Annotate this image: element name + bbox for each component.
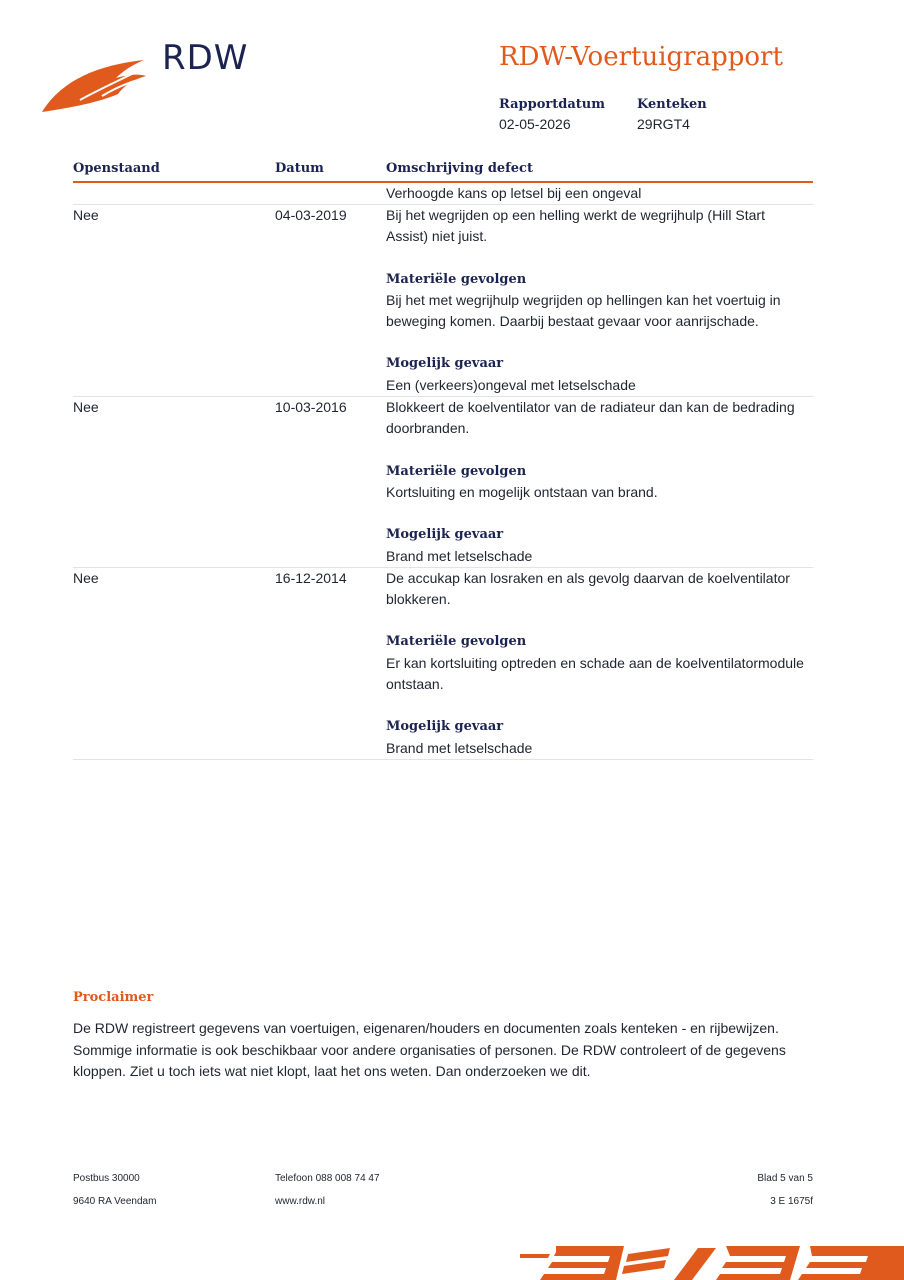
table-row <box>73 205 813 397</box>
danger-text: Brand met letselschade <box>386 739 533 756</box>
footer-postbus: Postbus 30000 <box>73 1173 140 1184</box>
plate-label: Kenteken <box>637 97 707 112</box>
defects-table <box>73 160 813 760</box>
material-text: Er kan kortsluiting optreden en schade aan de koelventilatormodule ontstaan. <box>386 654 804 693</box>
description-cell <box>386 205 806 396</box>
report-date-label: Rapportdatum <box>499 97 605 112</box>
footer-website-link[interactable]: www.rdw.nl <box>275 1196 326 1207</box>
material-label: Materiële gevolgen <box>386 634 527 650</box>
defect-description: Bij het wegrijden op een helling werkt de wegrijhulp (Hill Start Assist) niet juist. <box>386 207 765 245</box>
rdw-wing-icon <box>40 56 160 116</box>
report-title: RDW-Voertuigrapport <box>499 42 783 72</box>
column-header-date: Datum <box>275 161 324 176</box>
open-cell: Nee <box>73 399 99 416</box>
footer-phone: Telefoon 088 008 74 47 <box>275 1173 380 1184</box>
danger-text: Brand met letselschade <box>386 547 533 564</box>
table-row <box>73 397 813 568</box>
material-text: Bij het met wegrijhulp wegrijden op hellingen kan het voertuig in beweging komen. Daarbij bestaat gevaar voor aanrijschade. <box>386 291 781 330</box>
plate-value: 29RGT4 <box>637 116 690 132</box>
date-cell: 04-03-2019 <box>275 207 347 223</box>
danger-label: Mogelijk gevaar <box>386 527 504 543</box>
table-header <box>73 160 813 183</box>
danger-text: Een (verkeers)ongeval met letselschade <box>386 376 636 393</box>
material-label: Materiële gevolgen <box>386 463 527 479</box>
report-date-value: 02-05-2026 <box>499 116 571 132</box>
date-cell: 16-12-2014 <box>275 569 347 586</box>
proclaimer-text: De RDW registreert gegevens van voertuigen, eigenaren/houders en documenten zoals kenteken - en rijbewijzen. Sommige informatie is ook beschikbaar voor andere organisaties of personen. De RDW controleert of de gegevens kloppen. Ziet u toch iets wat niet klopt, laat het ons weten. Dan onderzoeken we dit. <box>73 1020 786 1079</box>
proclaimer-title: Proclaimer <box>73 990 154 1005</box>
danger-label: Mogelijk gevaar <box>386 719 504 735</box>
material-text: Kortsluiting en mogelijk ontstaan van brand. <box>386 483 658 500</box>
date-cell: 10-03-2016 <box>275 399 347 416</box>
rdw-logo <box>40 38 250 116</box>
logo-text: RDW <box>162 38 249 78</box>
description-cell <box>386 568 806 759</box>
material-label: Materiële gevolgen <box>386 271 527 287</box>
defect-description: Blokkeert de koelventilator van de radiateur dan kan de bedrading doorbranden. <box>386 399 795 437</box>
danger-label: Mogelijk gevaar <box>386 356 504 372</box>
decorative-stripes-icon <box>520 1244 904 1280</box>
defect-description: De accukap kan losraken en als gevolg daarvan de koelventilator blokkeren. <box>386 569 790 608</box>
column-header-open: Openstaand <box>73 161 160 176</box>
footer-city: 9640 RA Veendam <box>73 1196 157 1207</box>
description-cell <box>386 397 806 567</box>
report-date-block <box>499 97 605 132</box>
open-cell: Nee <box>73 569 99 586</box>
continuation-line: Verhoogde kans op letsel bij een ongeval <box>73 183 813 205</box>
plate-block <box>637 97 707 132</box>
open-cell: Nee <box>73 207 99 223</box>
footer-document-code: 3 E 1675f <box>770 1196 813 1207</box>
table-row <box>73 568 813 760</box>
footer-page-number: Blad 5 van 5 <box>757 1173 813 1184</box>
column-header-description: Omschrijving defect <box>386 161 533 176</box>
